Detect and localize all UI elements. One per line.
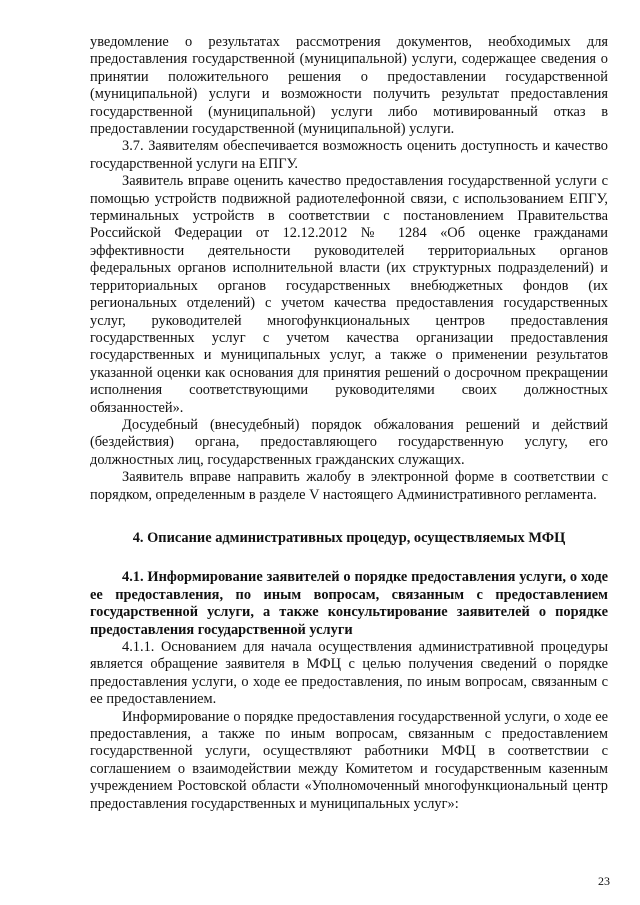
- document-page: [90, 34, 608, 813]
- paragraph-informing: Информирование о порядке предоставления государственной услуги, о ходе ее предоставления, а также по иным вопросам, связанным с предоставлением государственной услуги, осуществляют работники МФЦ в соответствии с соглашением о взаимодействии между Комитетом и государственным казенным учреждением Ростовской области «Уполномоченный многофункциональный центр предоставления государственных и муниципальных услуг»:: [90, 708, 608, 812]
- paragraph-notification: уведомление о результатах рассмотрения документов, необходимых для предоставления государственной (муниципальной) услуги, содержащее сведения о принятии положительного решения о предоставлении государственной (муниципальной) услуги и возможности получить результат предоставления государственной (муниципальной) услуги либо мотивированный отказ в предоставлении государственной (муниципальной) услуги.: [90, 34, 608, 138]
- subsection-heading: 4.1. Информирование заявителей о порядке предоставления услуги, о ходе ее предоставления, по иным вопросам, связанным с предоставлением государственной услуги, а также консультирование заявителей о порядке предоставления государственной услуги: [90, 569, 608, 638]
- paragraph-4-1-1: 4.1.1. Основанием для начала осуществления административной процедуры является обращение заявителя в МФЦ с целью получения сведений о порядке предоставления услуги, о ходе ее предоставления, по иным вопросам, связанным с ее предоставлением.: [90, 639, 608, 708]
- paragraph-3-7: 3.7. Заявителям обеспечивается возможность оценить доступность и качество государственной услуги на ЕПГУ.: [90, 138, 608, 172]
- section-heading: 4. Описание административных процедур, осуществляемых МФЦ: [132, 529, 566, 546]
- paragraph-electronic-complaint: Заявитель вправе направить жалобу в электронной форме в соответствии с порядком, определенным в разделе V настоящего Административного регламента.: [90, 469, 608, 503]
- page-number: 23: [598, 874, 610, 888]
- paragraph-pretrial-appeal: Досудебный (внесудебный) порядок обжалования решений и действий (бездействия) органа, предоставляющего государственную услугу, его должностных лиц, государственных гражданских служащих.: [90, 416, 608, 468]
- paragraph-quality-assessment: Заявитель вправе оценить качество предоставления государственной услуги с помощью устройств подвижной радиотелефонной связи, с использованием ЕПГУ, терминальных устройств в соответствии с постановлением Правительства Российской Федерации от 12.12.2012 № 1284 «Об оценке гражданами эффективности деятельности руководителей территориальных органов федеральных органов исполнительной власти (их структурных подразделений) и территориальных органов государственных внебюджетных фондов (их региональных отделений) с учетом качества предоставления государственных услуг, руководителей многофункциональных центров предоставления государственных услуг с учетом качества организации предоставления государственных и муниципальных услуг, а также о применении результатов указанной оценки как основания для принятия решений о досрочном прекращении исполнения соответствующими руководителями своих должностных обязанностей».: [90, 173, 608, 416]
